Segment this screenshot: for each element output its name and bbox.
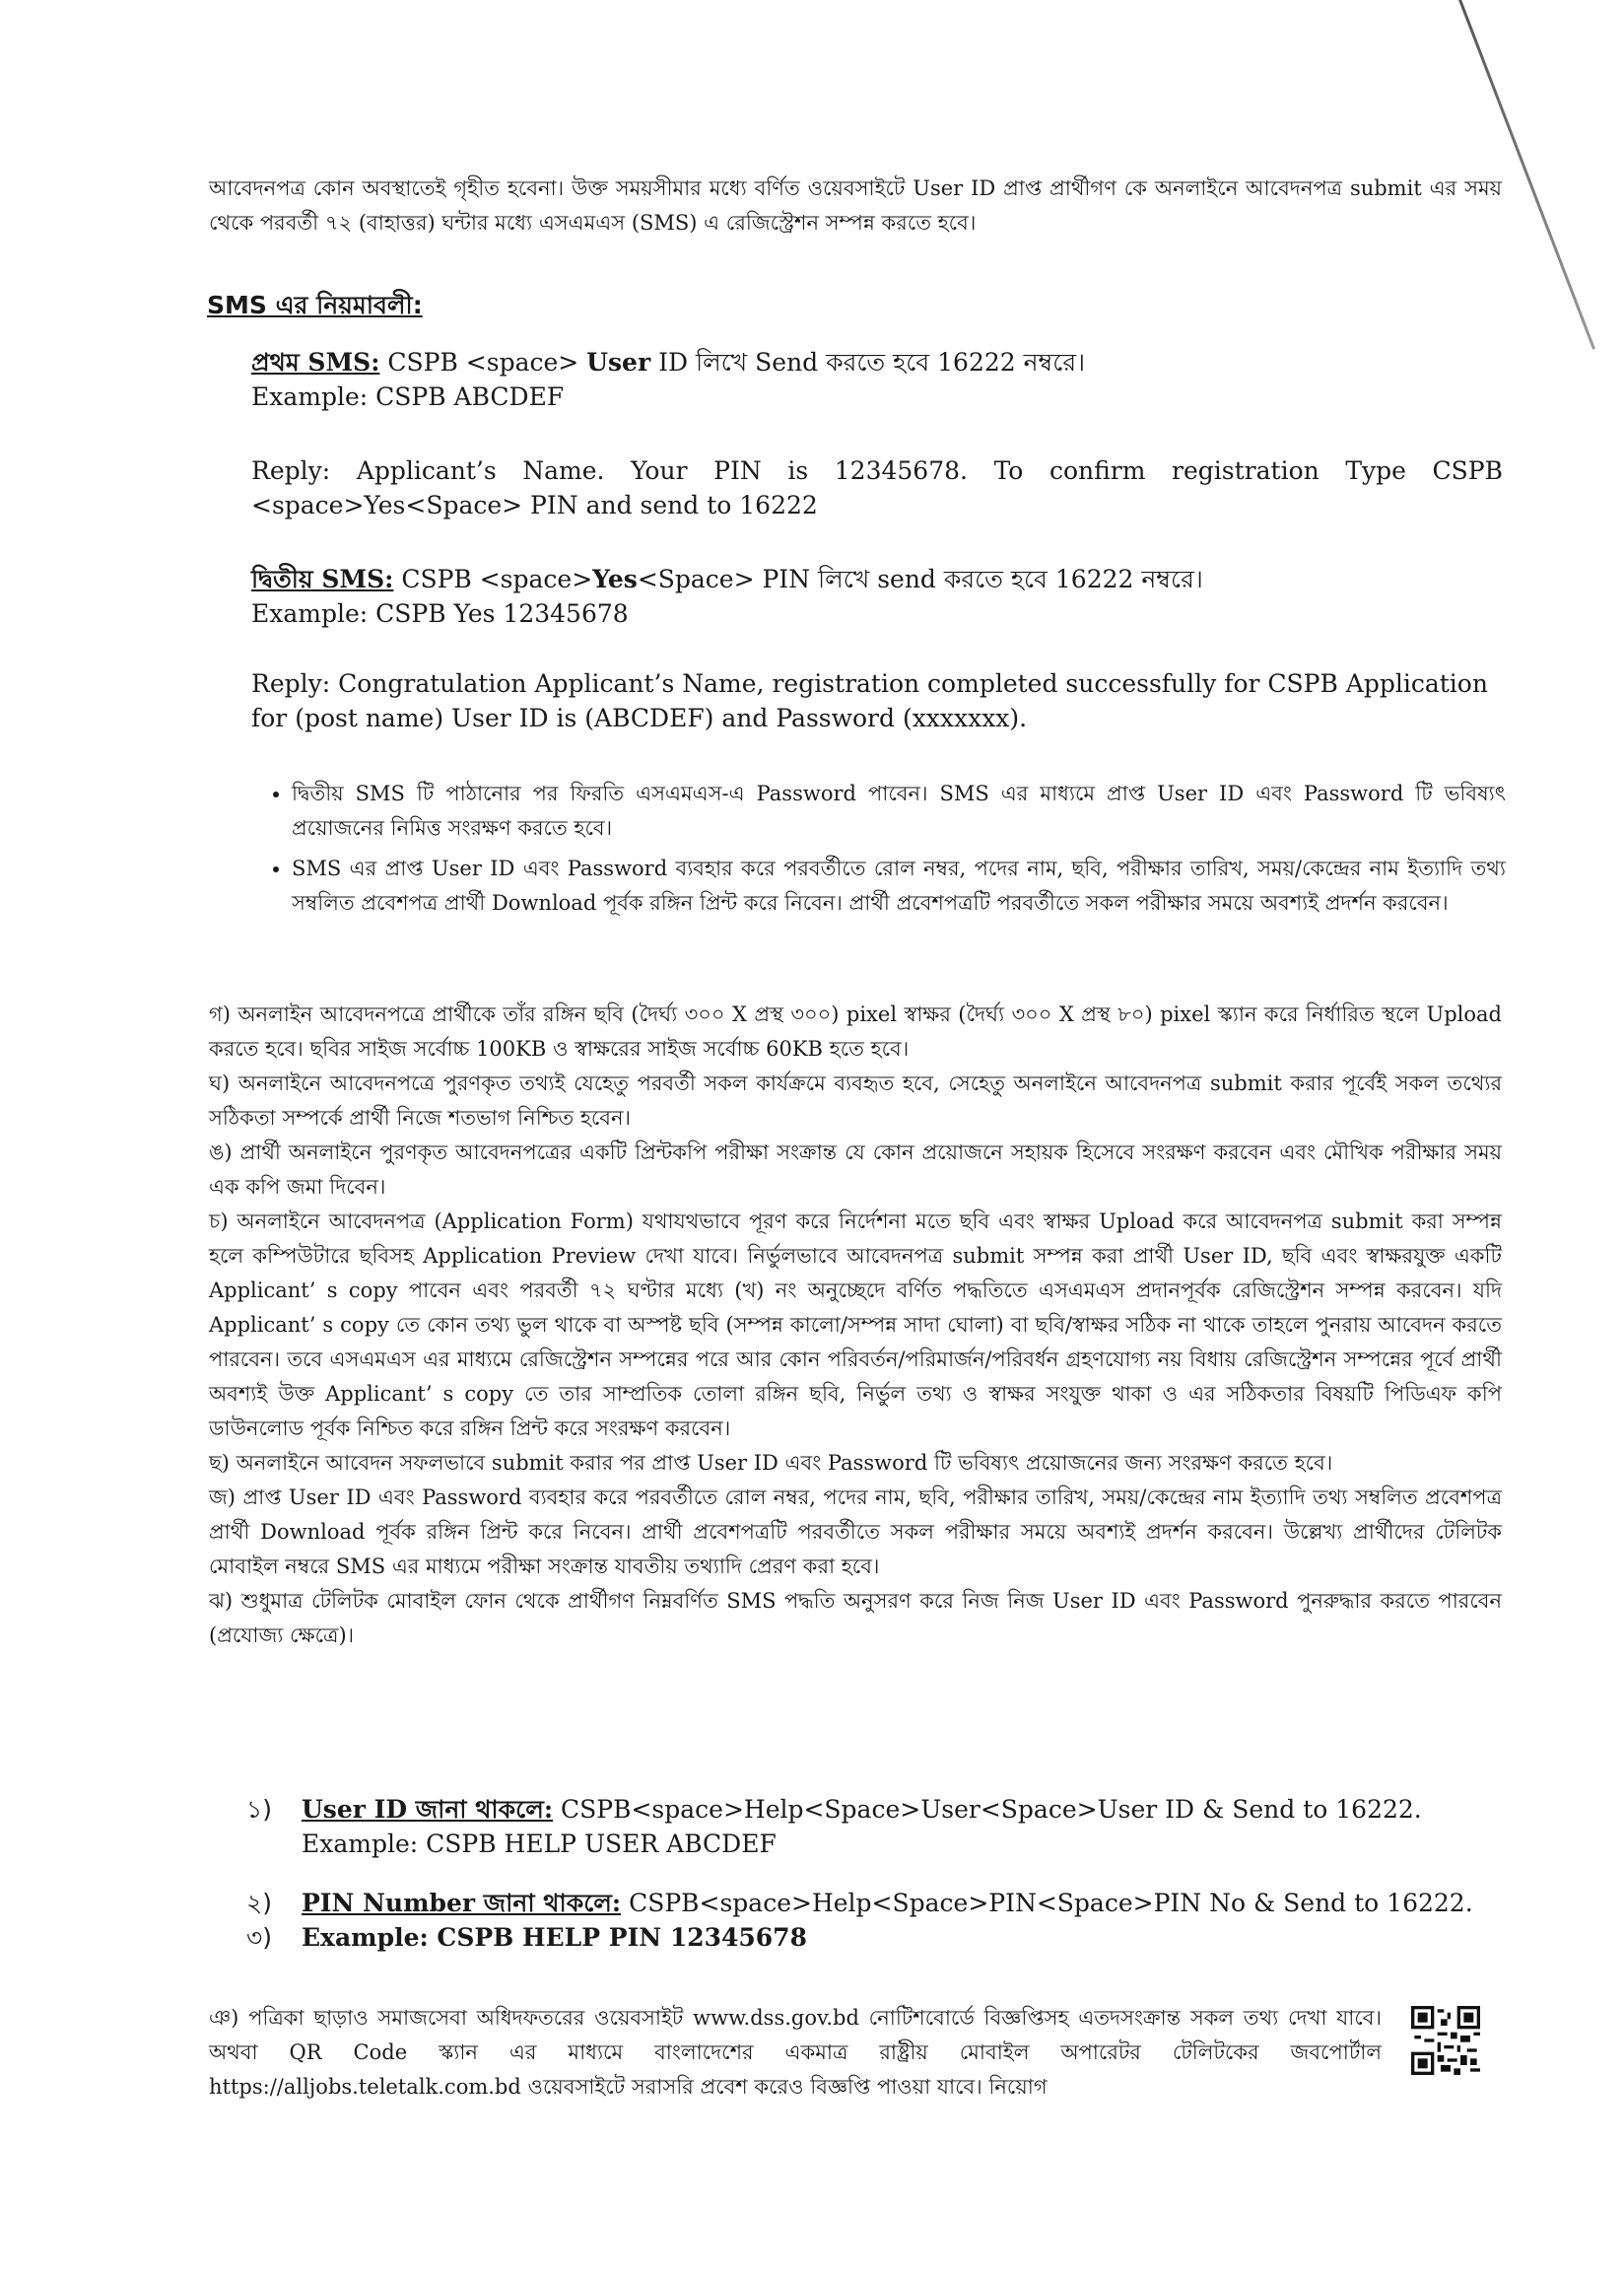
help-item-body	[302, 1792, 1422, 1861]
paragraph-gha: ঘ) অনলাইনে আবেদনপত্রে পুরণকৃত তথ্যই যেহেতু পরবর্তী সকল কার্যক্রমে ব্যবহৃত হবে, সেহেতু অনলাইনে আবেদনপত্র submit করার পূর্বেই সকল তথ্যের সঠিকতা সম্পর্কে প্রার্থী নিজে শতভাগ নিশ্চিত হবেন।	[209, 1071, 1502, 1130]
intro-paragraph	[209, 172, 1502, 241]
first-sms-instruction	[251, 345, 1503, 380]
first-sms-example: Example: CSPB ABCDEF	[251, 382, 565, 411]
help-item-number: ২)	[246, 1889, 273, 1917]
paragraph-uma: ঙ) প্রার্থী অনলাইনে পুরণকৃত আবেদনপত্রের একটি প্রিন্টকপি পরীক্ষা সংক্রান্ত যে কোন প্রয়োজনে সহায়ক হিসেবে সংরক্ষণ করবেন এবং মৌখিক পরীক্ষার সময় এক কপি জমা দিবেন।	[209, 1140, 1502, 1199]
help-item-example-row	[246, 1920, 1508, 1955]
second-sms-example: Example: CSPB Yes 12345678	[251, 599, 629, 628]
first-reply-block	[251, 453, 1503, 522]
paragraph-ja: জ) প্রাপ্ত User ID এবং Password ব্যবহার করে পরবর্তীতে রোল নম্বর, পদের নাম, ছবি, পরীক্ষার তারিখ, সময়/কেন্দ্রের নাম ইত্যাদি তথ্য সম্বলিত প্রবেশপত্র প্রার্থী Download পূর্বক রঙ্গিন প্রিন্ট করে নিবেন। প্রার্থী প্রবেশপত্রটি পরবর্তীতে সকল পরীক্ষার সময়ে অবশ্যই প্রদর্শন করবেন। উল্লেখ্য প্রার্থীদের টেলিটক মোবাইল নম্বরে SMS এর মাধ্যমে পরীক্ষা সংক্রান্ত যাবতীয় তথ্যাদি প্রেরণ করা হবে।	[209, 1485, 1502, 1578]
help-item-text: CSPB<space>Help<Space>PIN<Space>PIN No & Send to 16222.	[621, 1889, 1473, 1917]
notice-paragraph	[209, 2001, 1382, 2105]
bullet-item: • SMS এর প্রাপ্ত User ID এবং Password ব্যবহার করে পরবর্তীতে রোল নম্বর, পদের নাম, ছবি, পরীক্ষার তারিখ, সময়/কেন্দ্রের নাম ইত্যাদি তথ্য সম্বলিত প্রবেশপত্র প্রার্থী Download পূর্বক রঙ্গিন প্রিন্ট করে নিবেন। প্রার্থী প্রবেশপত্রটি পরবর্তীতে সকল পরীক্ষার সময়ে অবশ্যই প্রদর্শন করবেন।	[292, 852, 1506, 921]
second-sms-text-a: CSPB <space>	[393, 565, 593, 593]
help-item-body	[302, 1886, 1473, 1920]
second-sms-instruction	[251, 562, 1503, 596]
instruction-paragraphs	[209, 998, 1502, 1653]
help-item-user-id	[246, 1792, 1508, 1861]
help-item-number: ১)	[246, 1795, 272, 1824]
paragraph-jha: ঝ) শুধুমাত্র টেলিটক মোবাইল ফোন থেকে প্রার্থীগণ নিম্নবর্ণিত SMS পদ্ধতি অনুসরণ করে নিজ নিজ User ID এবং Password পুনরুদ্ধার করতে পারবেন (প্রযোজ্য ক্ষেত্রে)।	[209, 1589, 1502, 1647]
second-sms-bold: Yes	[592, 565, 638, 593]
first-sms-label: প্রথম SMS:	[251, 348, 380, 377]
second-sms-text-b: <Space> PIN লিখে send করতে হবে 16222 নম্বরে।	[637, 565, 1203, 593]
first-sms-text-b: ID লিখে Send করতে হবে 16222 নম্বরে।	[650, 348, 1086, 377]
intro-text: আবেদনপত্র কোন অবস্থাতেই গৃহীত হবেনা। উক্ত সময়সীমার মধ্যে বর্ণিত ওয়েবসাইটে User ID প্রাপ্ত প্রার্থীগণ কে অনলাইনে আবেদনপত্র submit এর সময় থেকে পরবর্তী ৭২ (বাহাত্তর) ঘন্টার মধ্যে এসএমএস (SMS) এ রেজিস্ট্রেশন সম্পন্ন করতে হবে।	[209, 176, 1502, 235]
paragraph-ga: গ) অনলাইন আবেদনপত্রে প্রার্থীকে তাঁর রঙ্গিন ছবি (দৈর্ঘ্য ৩০০ X প্রস্থ ৩০০) pixel স্বাক্ষর (দৈর্ঘ্য ৩০০ X প্রস্থ ৮০) pixel স্ক্যান করে নির্ধারিত স্থলে Upload করতে হবে। ছবির সাইজ সর্বোচ্চ 100KB ও স্বাক্ষরের সাইজ সর্বোচ্চ 60KB হতে হবে।	[209, 1002, 1502, 1061]
qr-code-icon[interactable]	[1411, 2006, 1480, 2075]
second-sms-label: দ্বিতীয় SMS:	[251, 565, 394, 593]
help-item-text: CSPB<space>Help<Space>User<Space>User ID & Send to 16222.	[553, 1795, 1422, 1824]
notice-text: ঞ) পত্রিকা ছাড়াও সমাজসেবা অধিদফতরের ওয়েবসাইট www.dss.gov.bd নোটিশবোর্ডে বিজ্ঞপ্তিসহ এতদসংক্রান্ত সকল তথ্য দেখা যাবে। অথবা QR Code স্ক্যান এর মাধ্যমে বাংলাদেশের একমাত্র রাষ্ট্রীয় মোবাইল অপারেটর টেলিটকের জবপোর্টাল https://alljobs.teletalk.com.bd ওয়েবসাইটে সরাসরি প্রবেশ করেও বিজ্ঞপ্তি পাওয়া যাবে। নিয়োগ	[209, 2006, 1382, 2099]
help-item-pin	[246, 1886, 1508, 1920]
first-sms-block	[251, 345, 1503, 414]
second-reply-text: Reply: Congratulation Applicant’s Name, registration completed successfully for CSPB Application for (post name) User ID is (ABCDEF) and Password (xxxxxxx).	[251, 669, 1488, 732]
help-item-label: PIN Number জানা থাকলে:	[302, 1889, 622, 1917]
paragraph-cha: চ) অনলাইনে আবেদনপত্র (Application Form) যথাযথভাবে পূরণ করে নির্দেশনা মতে ছবি এবং স্বাক্ষর Upload করে আবেদনপত্র submit করা সম্পন্ন হলে কম্পিউটারে ছবিসহ Application Preview দেখা যাবে। নির্ভুলভাবে আবেদনপত্র submit সম্পন্ন করা প্রার্থী User ID, ছবি এবং স্বাক্ষরযুক্ত একটি Applicant’ s copy পাবেন এবং পরবর্তী ৭২ ঘণ্টার মধ্যে (খ) নং অনুচ্ছেদে বর্ণিত পদ্ধতিতে এসএমএস প্রদানপূর্বক রেজিস্ট্রেশন সম্পন্ন করবেন। যদি Applicant’ s copy তে কোন তথ্য ভুল থাকে বা অস্পষ্ট ছবি (সম্পন্ন কালো/সম্পন্ন সাদা ঘোলা) বা ছবি/স্বাক্ষর সঠিক না থাকে তাহলে পুনরায় আবেদন করতে পারবেন। তবে এসএমএস এর মাধ্যমে রেজিস্ট্রেশন সম্পন্নের পরে আর কোন পরিবর্তন/পরিমার্জন/পরিবর্ধন গ্রহণযোগ্য নয় বিধায় রেজিস্ট্রেশন সম্পন্নের পূর্বে প্রার্থী অবশ্যই উক্ত Applicant’ s copy তে তার সাম্প্রতিক তোলা রঙ্গিন ছবি, নির্ভুল তথ্য ও স্বাক্ষর সংযুক্ত থাকা ও এর সঠিকতার বিষয়টি পিডিএফ কপি ডাউনলোড পূর্বক নিশ্চিত করে রঙ্গিন প্রিন্ট করে সংরক্ষণ করবেন।	[209, 1209, 1502, 1440]
help-item-label: User ID জানা থাকলে:	[302, 1795, 554, 1824]
bullet-item: • দ্বিতীয় SMS টি পাঠানোর পর ফিরতি এসএমএস-এ Password পাবেন। SMS এর মাধ্যমে প্রাপ্ত User ID এবং Password টি ভবিষ্যৎ প্রয়োজনের নিমিত্ত সংরক্ষণ করতে হবে।	[292, 777, 1506, 846]
help-item-example: Example: CSPB HELP PIN 12345678	[302, 1923, 807, 1952]
second-sms-block	[251, 562, 1503, 631]
bullet-list	[244, 777, 1506, 927]
help-item-number: ৩)	[246, 1923, 273, 1952]
first-reply-text: Reply: Applicant’s Name. Your PIN is 12345678. To confirm registration Type CSPB <space>Yes<Space> PIN and send to 16222	[251, 456, 1503, 519]
first-sms-bold: User	[586, 348, 651, 377]
help-item-example: Example: CSPB HELP USER ABCDEF	[302, 1830, 777, 1858]
first-sms-text-a: CSPB <space>	[379, 348, 587, 377]
recovery-help-list	[246, 1792, 1508, 1955]
sms-rules-heading: SMS এর নিয়মাবলী:	[207, 291, 423, 319]
paragraph-chha: ছ) অনলাইনে আবেদন সফলভাবে submit করার পর প্রাপ্ত User ID এবং Password টি ভবিষ্যৎ প্রয়োজনের জন্য সংরক্ষণ করতে হবে।	[209, 1451, 1333, 1475]
second-reply-block	[251, 666, 1503, 735]
